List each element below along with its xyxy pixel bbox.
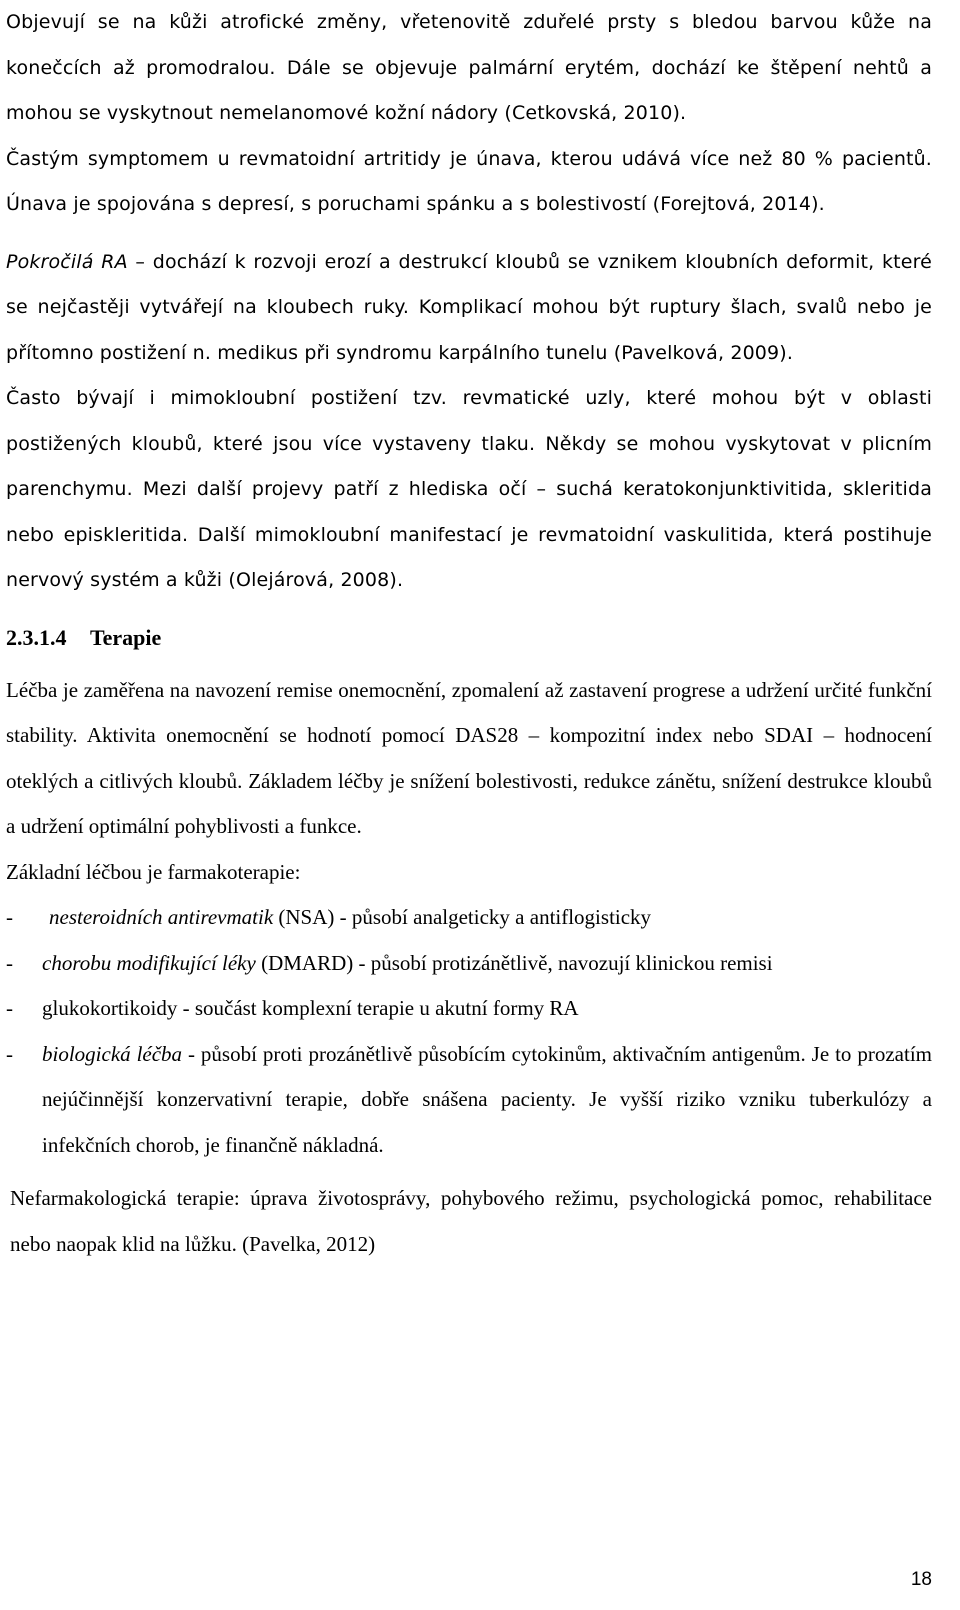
list-item-text: - působí proti prozánětlivě působícím cytokinům, aktivačním antigenům. Je to prozatím nejúčinnější konzervativní terapie, dobře snášena pacienty. Je vyšší riziko vzniku tuberkulózy a infekčních chorob, je finančně nákladná. bbox=[42, 1041, 932, 1157]
list-dash: - bbox=[6, 950, 13, 975]
list-item-text: (DMARD) - působí protizánětlivě, navozují klinickou remisi bbox=[255, 950, 773, 975]
treatment-list bbox=[6, 895, 932, 1168]
section-number: 2.3.1.4 bbox=[6, 624, 67, 650]
list-dash: - bbox=[6, 905, 13, 929]
list-item-term: chorobu modifikující léky bbox=[42, 950, 256, 975]
document-page bbox=[6, 0, 932, 1267]
list-dash: - bbox=[6, 996, 13, 1020]
advanced-ra-text: – dochází k rozvoji erozí a destrukcí kloubů se vznikem kloubních deformit, které se nejčastěji vytvářejí na kloubech ruky. Komplikací mohou být ruptury šlach, svalů nebo je přítomno postižení n. medikus při syndromu karpálního tunelu (Pavelková, 2009). bbox=[6, 250, 932, 364]
paragraph-non-pharma: Nefarmakologická terapie: úprava životosprávy, pohybového režimu, psychologická pomoc, rehabilitace nebo naopak klid na lůžku. (Pavelka, 2012) bbox=[10, 1186, 932, 1256]
list-item-text: glukokortikoidy - součást komplexní terapie u akutní formy RA bbox=[42, 996, 579, 1020]
list-item-text: (NSA) - působí analgeticky a antiflogisticky bbox=[273, 905, 652, 929]
list-item bbox=[6, 941, 932, 987]
section-title: Terapie bbox=[90, 624, 162, 650]
paragraph-basic-treatment: Základní léčbou je farmakoterapie: bbox=[6, 859, 301, 884]
page-number: 18 bbox=[910, 1569, 932, 1590]
list-item bbox=[6, 986, 932, 1032]
list-item-term: biologická léčba bbox=[42, 1041, 183, 1066]
paragraph-extra-articular: Často bývají i mimokloubní postižení tzv. revmatické uzly, které mohou být v oblasti postižených kloubů, které jsou více vystaveny tlaku. Někdy se mohou vyskytovat v plicním parenchymu. Mezi další projevy patří z hlediska očí – suchá keratokonjunktivitida, skleritida nebo episkleritida. Další mimokloubní manifestací je revmatoidní vaskulitida, která postihuje nervový systém a kůži (Olejárová, 2008). bbox=[6, 387, 932, 591]
list-dash: - bbox=[6, 1041, 13, 1066]
paragraph-fatigue: Častým symptomem u revmatoidní artritidy je únava, kterou udává více než 80 % pacientů. Únava je spojována s depresí, s poruchami spánku a s bolestivostí (Forejtová, 2014). bbox=[6, 147, 932, 215]
list-item bbox=[6, 895, 932, 941]
paragraph-advanced-ra bbox=[6, 240, 932, 377]
section-heading bbox=[6, 612, 932, 664]
paragraph-skin-changes: Objevují se na kůži atrofické změny, vřetenovitě zduřelé prsty s bledou barvou kůže na konečcích až promodralou. Dále se objevuje palmární erytém, dochází ke štěpení nehtů a mohou se vyskytnout nemelanomové kožní nádory (Cetkovská, 2010). bbox=[6, 11, 932, 124]
advanced-ra-term: Pokročilá RA bbox=[6, 250, 128, 273]
list-item bbox=[6, 1032, 932, 1169]
paragraph-therapy-intro: Léčba je zaměřena na navození remise onemocnění, zpomalení až zastavení progrese a udržení určité funkční stability. Aktivita onemocnění se hodnotí pomocí DAS28 – kompozitní index nebo SDAI – hodnocení oteklých a citlivých kloubů. Základem léčby je snížení bolestivosti, redukce zánětu, snížení destrukce kloubů a udržení optimální pohyblivosti a funkce. bbox=[6, 677, 932, 838]
list-item-term: nesteroidních antirevmatik bbox=[49, 905, 274, 929]
